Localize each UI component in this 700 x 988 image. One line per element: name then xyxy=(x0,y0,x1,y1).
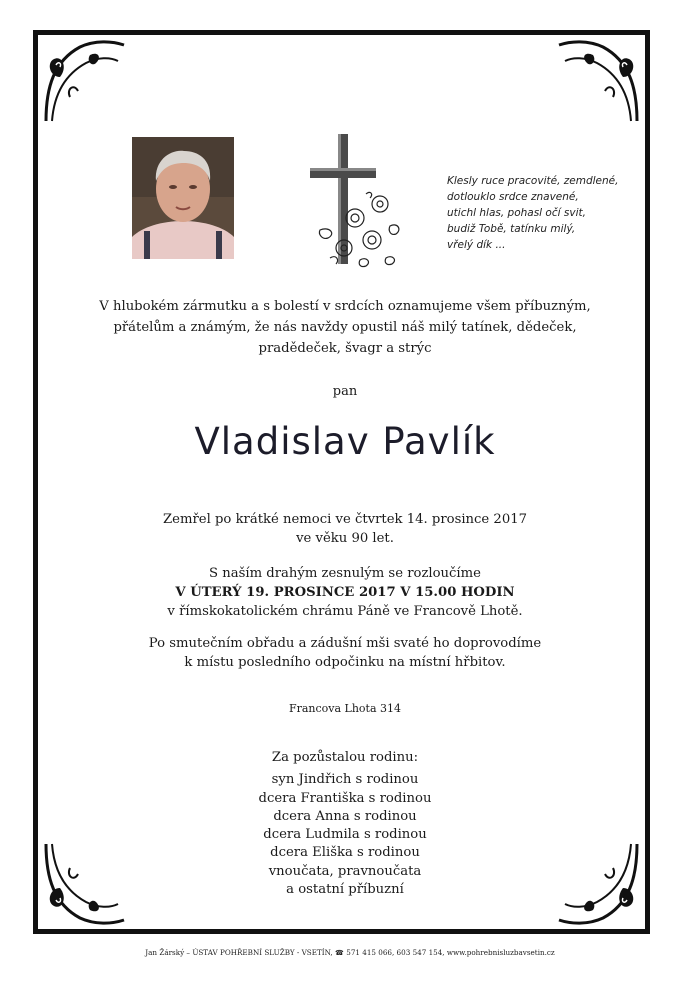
burial-info xyxy=(40,634,650,672)
footer-company: Jan Žárský – ÚSTAV POHŘEBNÍ SLUŽBY - VSETÍN, xyxy=(145,948,333,957)
portrait-photo xyxy=(132,137,234,259)
phone-icon: ☎ xyxy=(335,948,344,957)
family-member: dcera Anna s rodinou xyxy=(273,808,417,824)
salutation: pan xyxy=(332,384,358,399)
cross-with-roses-icon xyxy=(300,130,410,280)
burial-line: Po smutečním obřadu a zádušní mši svaté ho doprovodíme xyxy=(148,636,542,651)
deceased-name: Vladislav Pavlík xyxy=(194,420,496,463)
family-member: vnoučata, pravnoučata xyxy=(268,863,422,879)
farewell-place: v římskokatolickém chrámu Páně ve Francově Lhotě. xyxy=(167,604,523,619)
announcement-text xyxy=(40,296,650,359)
address: Francova Lhota 314 xyxy=(288,702,402,715)
footer-contact: 571 415 066, 603 547 154, www.pohrebnisluzbavsetin.cz xyxy=(346,948,555,957)
family-member: dcera Eliška s rodinou xyxy=(270,845,420,861)
announcement-line: pradědeček, švagr a strýc xyxy=(258,341,432,356)
burial-line: k místu posledního odpočinku na místní hřbitov. xyxy=(184,655,506,670)
footer-credit xyxy=(0,948,700,957)
announcement-line: přátelům a známým, že nás navždy opustil náš milý tatínek, dědeček, xyxy=(113,320,577,335)
poem-line: Klesly ruce pracovité, zemdlené, xyxy=(447,175,619,187)
announcement-line: V hlubokém zármutku a s bolestí v srdcích oznamujeme všem příbuzným, xyxy=(99,299,591,314)
family-list xyxy=(40,749,650,899)
corner-ornament-top-left xyxy=(40,37,130,127)
farewell-datetime: V ÚTERÝ 19. PROSINCE 2017 V 15.00 HODIN xyxy=(175,585,515,600)
family-member: syn Jindřich s rodinou xyxy=(271,772,419,788)
poem-line: dotlouklo srdce znavené, xyxy=(447,191,579,203)
death-info-line: ve věku 90 let. xyxy=(296,531,394,546)
poem-verse xyxy=(447,173,637,253)
poem-line: vřelý dík ... xyxy=(447,239,506,251)
farewell-intro: S naším drahým zesnulým se rozloučíme xyxy=(209,566,481,581)
poem-line: budiž Tobě, tatínku milý, xyxy=(447,223,576,235)
corner-ornament-top-right xyxy=(553,37,643,127)
family-member: a ostatní příbuzní xyxy=(286,882,404,898)
family-heading: Za pozůstalou rodinu: xyxy=(271,750,419,765)
poem-line: utichl hlas, pohasl očí svit, xyxy=(447,207,586,219)
death-info-line: Zemřel po krátké nemoci ve čtvrtek 14. prosince 2017 xyxy=(163,512,527,527)
farewell-info xyxy=(40,564,650,621)
family-member: dcera Ludmila s rodinou xyxy=(263,827,427,843)
death-info xyxy=(40,510,650,548)
family-member: dcera Františka s rodinou xyxy=(258,790,432,806)
